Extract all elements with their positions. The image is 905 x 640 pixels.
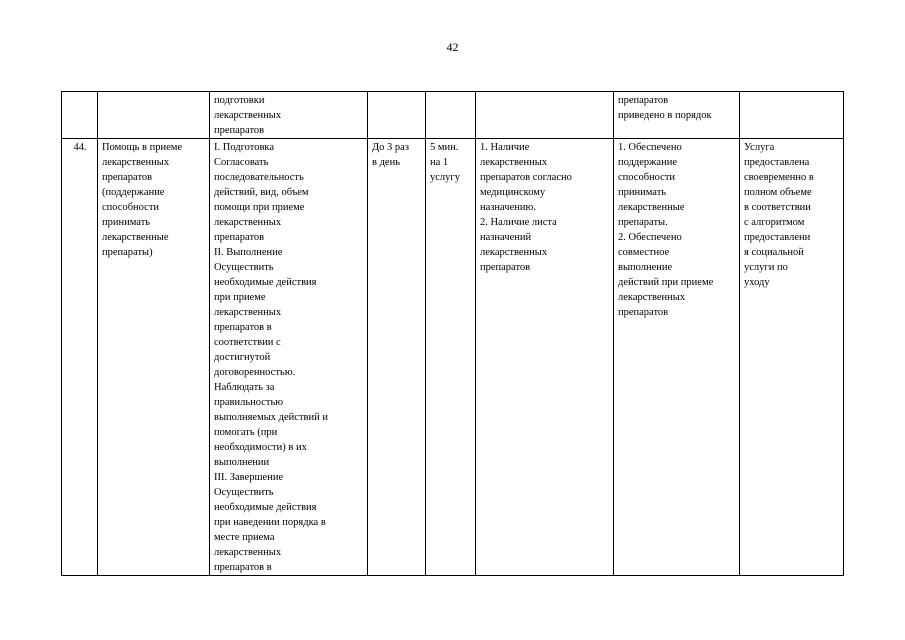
cell-service (98, 92, 210, 139)
evaluation-line: услуги по (744, 262, 788, 273)
conditions-line: препаратов (480, 262, 531, 273)
procedure-line: необходимые действия (214, 502, 317, 513)
service-line: препараты) (102, 247, 153, 258)
cell-result (614, 139, 740, 576)
cell-conditions (476, 92, 614, 139)
frequency-line: в день (372, 157, 400, 168)
table-row (62, 139, 844, 576)
procedure-line: лекарственных (214, 217, 282, 228)
result-line: лекарственные (618, 202, 685, 213)
conditions-line: 2. Наличие листа (480, 217, 557, 228)
procedure-line: при наведении порядка в (214, 517, 326, 528)
procedure-line: необходимые действия (214, 277, 317, 288)
procedure-line: Осуществить (214, 262, 274, 273)
cell-duration (426, 92, 476, 139)
cell-result (614, 92, 740, 139)
procedure-line: договоренностью. (214, 367, 296, 378)
result-line: приведено в порядок (618, 110, 712, 121)
conditions-line: медицинскому (480, 187, 546, 198)
procedure-line: помогать (при (214, 427, 278, 438)
cell-procedure (210, 139, 368, 576)
cell-evaluation (740, 92, 844, 139)
procedure-line: II. Выполнение (214, 247, 283, 258)
procedure-line: препаратов в (214, 322, 272, 333)
result-line: лекарственных (618, 292, 686, 303)
evaluation-line: Услуга (744, 142, 775, 153)
duration-line: услугу (430, 172, 460, 183)
procedure-line: соответствии с (214, 337, 281, 348)
procedure-line: лекарственных (214, 307, 282, 318)
table-row (62, 92, 844, 139)
services-table (61, 91, 844, 576)
conditions-line: лекарственных (480, 247, 548, 258)
service-line: лекарственные (102, 232, 169, 243)
cell-number (62, 92, 98, 139)
cell-conditions (476, 139, 614, 576)
procedure-line: Наблюдать за (214, 382, 275, 393)
result-line: совместное (618, 247, 670, 258)
evaluation-line: предоставлена (744, 157, 810, 168)
service-line: (поддержание (102, 187, 165, 198)
procedure-line: Согласовать (214, 157, 269, 168)
procedure-line: I. Подготовка (214, 142, 275, 153)
cell-duration (426, 139, 476, 576)
frequency-line: До 3 раз (372, 142, 409, 153)
cell-service (98, 139, 210, 576)
result-line: 2. Обеспечено (618, 232, 682, 243)
procedure-line: препаратов в (214, 562, 272, 573)
procedure-line: правильностью (214, 397, 284, 408)
evaluation-line: уходу (744, 277, 770, 288)
service-line: лекарственных (102, 157, 170, 168)
procedure-line: помощи при приеме (214, 202, 305, 213)
evaluation-line: полном объеме (744, 187, 812, 198)
result-line: 1. Обеспечено (618, 142, 682, 153)
page-number: 42 (446, 40, 459, 54)
duration-line: 5 мин. (430, 142, 459, 153)
service-line: принимать (102, 217, 151, 228)
cell-frequency (368, 139, 426, 576)
duration-line: на 1 (430, 157, 449, 168)
evaluation-line: своевременно в (744, 172, 814, 183)
procedure-line: достигнутой (214, 352, 271, 363)
service-line: препаратов (102, 172, 153, 183)
procedure-line: подготовки (214, 95, 265, 106)
result-line: препаратов (618, 95, 669, 106)
cell-evaluation (740, 139, 844, 576)
procedure-line: препаратов (214, 125, 265, 136)
procedure-line: необходимости) в их (214, 442, 307, 453)
evaluation-line: в соответствии (744, 202, 811, 213)
service-line: способности (102, 202, 160, 213)
result-line: препараты. (618, 217, 668, 228)
conditions-line: назначению. (480, 202, 536, 213)
procedure-line: лекарственных (214, 547, 282, 558)
result-line: способности (618, 172, 676, 183)
result-line: выполнение (618, 262, 673, 273)
result-line: действий при приеме (618, 277, 714, 288)
conditions-line: лекарственных (480, 157, 548, 168)
procedure-line: лекарственных (214, 110, 282, 121)
procedure-line: последовательность (214, 172, 304, 183)
cell-frequency (368, 92, 426, 139)
result-line: поддержание (618, 157, 677, 168)
procedure-line: месте приема (214, 532, 275, 543)
evaluation-line: предоставлени (744, 232, 811, 243)
service-line: Помощь в приеме (102, 142, 183, 153)
procedure-line: выполняемых действий и (214, 412, 328, 423)
cell-procedure (210, 92, 368, 139)
conditions-line: 1. Наличие (480, 142, 530, 153)
procedure-line: Осуществить (214, 487, 274, 498)
cell-number: 44. (62, 139, 98, 576)
result-line: препаратов (618, 307, 669, 318)
evaluation-line: я социальной (744, 247, 804, 258)
procedure-line: действий, вид, объем (214, 187, 309, 198)
evaluation-line: с алгоритмом (744, 217, 805, 228)
conditions-line: назначений (480, 232, 532, 243)
procedure-line: при приеме (214, 292, 266, 303)
conditions-line: препаратов согласно (480, 172, 572, 183)
procedure-line: препаратов (214, 232, 265, 243)
result-line: принимать (618, 187, 667, 198)
procedure-line: III. Завершение (214, 472, 284, 483)
procedure-line: выполнении (214, 457, 270, 468)
